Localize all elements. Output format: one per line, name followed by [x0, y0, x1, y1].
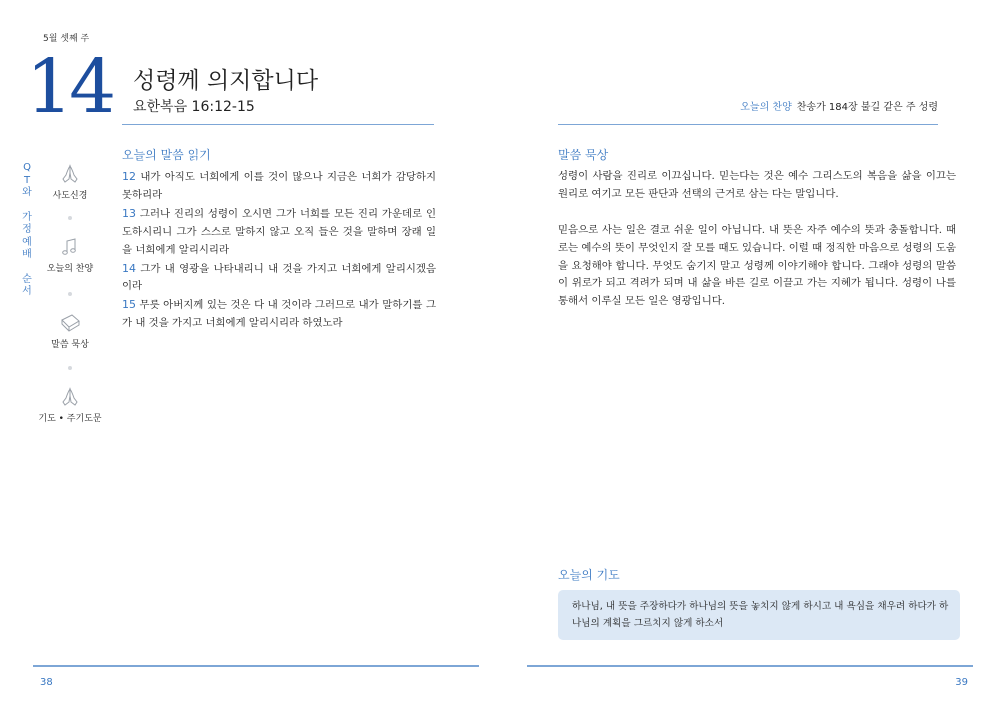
week-label: 5월 셋째 주 [43, 34, 90, 44]
prayer-heading: 오늘의 기도 [558, 568, 620, 582]
hymn-label: 오늘의 찬양 [740, 102, 792, 113]
hymn-value: 찬송가 184장 불길 같은 주 성령 [796, 102, 938, 113]
qt-char: Q [23, 162, 31, 173]
praying-hands-icon [59, 386, 81, 408]
footer-rule-right [527, 665, 973, 667]
qt-char: 와 [22, 187, 32, 198]
sidebar-item-prayer [35, 386, 105, 424]
qt-char: 예 [22, 236, 32, 248]
footer-rule-left [33, 665, 479, 667]
verse-text: 그러나 진리의 성령이 오시면 그가 너희를 모든 진리 가운데로 인도하시리니 그가 스스로 말하지 않고 오직 들은 것을 말하며 장래 일을 너희에게 알리시리라 [122, 207, 436, 256]
divider-dot [68, 366, 72, 370]
meditation-heading: 말씀 묵상 [558, 148, 609, 162]
header-divider-right [558, 124, 938, 125]
day-number: 14 [26, 44, 113, 130]
reading-heading: 오늘의 말씀 읽기 [122, 148, 211, 162]
sidebar-item-label: 말씀 묵상 [51, 340, 89, 350]
verse-text: 무릇 아버지께 있는 것은 다 내 것이라 그러므로 내가 말하기를 그가 내 것을 가지고 너희에게 알리시리라 하였노라 [122, 299, 436, 330]
qt-order-vertical-label [20, 162, 34, 299]
verse-number: 15 [122, 298, 136, 312]
page-number-left: 38 [40, 677, 53, 688]
qt-char: 정 [22, 224, 32, 235]
verse-text: 그가 내 영광을 나타내리니 내 것을 가지고 너희에게 알리시겠음이라 [122, 262, 436, 293]
sidebar-item-todays-hymn [35, 236, 105, 274]
scripture-reference: 요한복음 16:12-15 [133, 99, 255, 115]
scripture-text [122, 168, 436, 333]
page-number-right: 39 [955, 677, 968, 688]
sidebar-item-label: 기도 • 주기도문 [38, 414, 102, 424]
divider-dot [68, 292, 72, 296]
sidebar-item-meditation [35, 312, 105, 350]
header-divider-left [122, 124, 434, 125]
meditation-text [558, 168, 956, 329]
qt-char: T [23, 174, 31, 186]
verse-number: 14 [122, 261, 136, 275]
music-note-icon [60, 236, 80, 258]
meditation-paragraph: 믿음으로 사는 일은 결코 쉬운 일이 아닙니다. 내 뜻은 자주 예수의 뜻과 충돌합니다. 때로는 예수의 뜻이 무엇인지 잘 모를 때도 있습니다. 이럴 때 정직한 마음으로 성령의 도움을 요청해야 합니다. 무엇도 숨기지 말고 성령께 이야기해야 합니다. 그래야 성령의 말씀이 위로가 되고 격려가 되며 내 삶을 바른 길로 이끌고 가는 지혜가 됩니다. 성령이 나를 통해서 이루실 모든 일은 영광입니다. [558, 223, 956, 308]
sidebar-item-label: 사도신경 [52, 191, 88, 201]
verse-text: 내가 아직도 너희에게 이를 것이 많으나 지금은 너희가 감당하지 못하리라 [122, 171, 436, 201]
meditation-paragraph: 성령이 사람을 진리로 이끄십니다. 믿는다는 것은 예수 그리스도의 복음을 삶을 이끄는 원리로 여기고 모든 판단과 선택의 근거로 삼는 다는 말입니다. [558, 170, 956, 200]
qt-char: 순 [22, 273, 32, 285]
qt-char: 배 [22, 249, 32, 260]
divider-dot [68, 216, 72, 220]
prayer-text: 하나님, 내 뜻을 주장하다가 하나님의 뜻을 놓치지 않게 하시고 내 욕심을 채우려 하다가 하나님의 계획을 그르치지 않게 하소서 [572, 601, 949, 629]
qt-char: 가 [22, 211, 32, 223]
verse-number: 12 [122, 170, 136, 183]
page-title: 성령께 의지합니다 [133, 68, 319, 94]
sidebar-item-label: 오늘의 찬양 [46, 264, 94, 274]
bible-icon [58, 312, 82, 334]
qt-char: 서 [22, 286, 32, 297]
hymn-info [740, 98, 938, 113]
praying-hands-icon [59, 163, 81, 185]
verse-number: 13 [122, 206, 136, 220]
sidebar-item-apostles-creed [35, 163, 105, 201]
